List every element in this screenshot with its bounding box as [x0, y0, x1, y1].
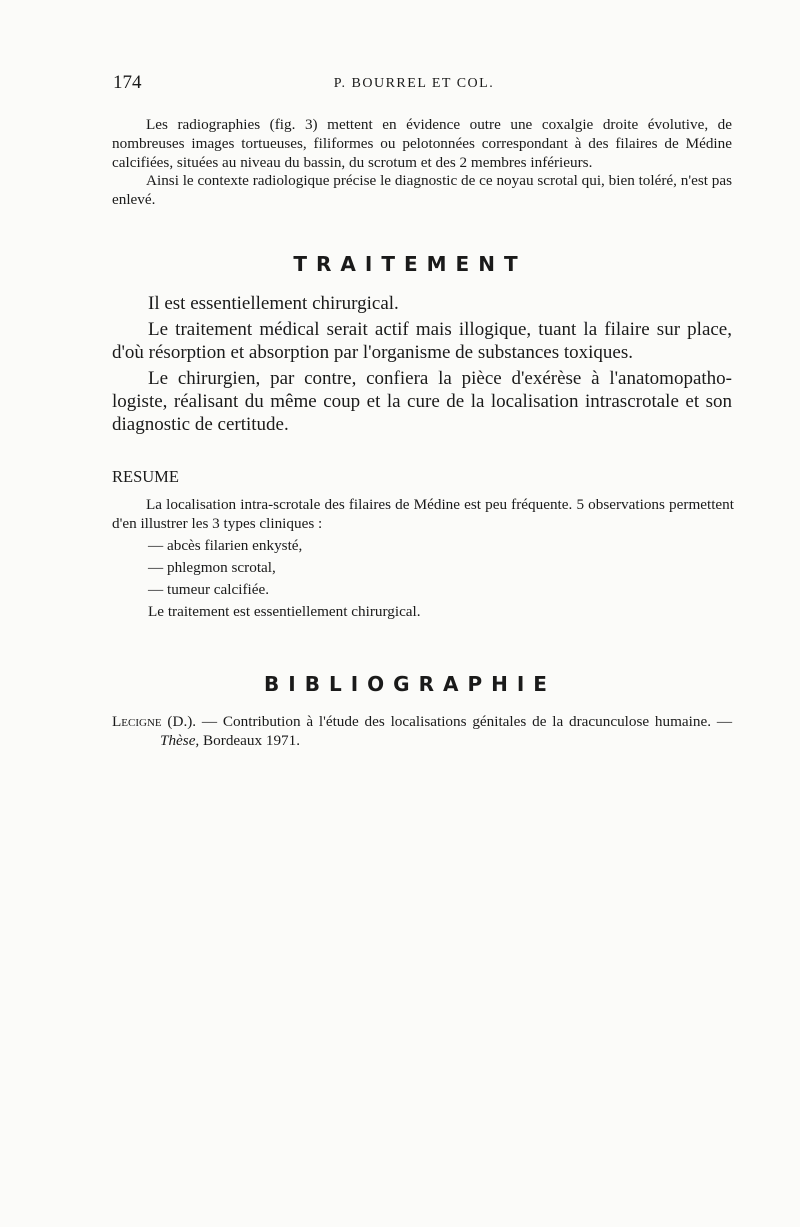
resume-body	[112, 495, 734, 621]
resume-conclusion: Le traitement est essentiellement chirurgical.	[148, 603, 421, 620]
resume-heading: RESUME	[112, 467, 179, 486]
intro-text-2: Ainsi le contexte radiologique précise le diagnostic de ce noyau scrotal qui, bien toléré, n'est pas enlevé.	[112, 172, 733, 208]
traitement-paragraph: Le traitement médical serait actif mais illogique, tuant la filaire sur place, d'où résorption et absorption par l'organisme de substances toxiques.	[112, 319, 732, 363]
bibliography-work: Thèse,	[160, 732, 200, 749]
bibliography-place-year: Bordeaux 1971.	[203, 732, 301, 749]
section-title-bibliographie: BIBLIOGRAPHIE	[264, 672, 556, 696]
resume-list-item: — abcès filarien enkysté,	[148, 537, 303, 554]
section-title-traitement: TRAITEMENT	[293, 252, 527, 276]
bibliography-author: Lecigne	[112, 713, 162, 730]
traitement-paragraph: Le chirurgien, par contre, confiera la pièce d'exérèse à l'anatomopatho-logiste, réalisant du même coup et la cure de la localisation intrascrotale et son diagnostic de certitude.	[112, 368, 732, 435]
intro-paragraph-2	[112, 171, 732, 209]
resume-list-item: — phlegmon scrotal,	[148, 559, 276, 576]
traitement-paragraph: Il est essentiellement chirurgical.	[148, 293, 399, 314]
intro-text-1: Les radiographies (fig. 3) mettent en évidence outre une coxalgie droite évolutive, de nombreuses images tortueuses, filiformes ou pelotonnées correspondant à des filaires de Médine calcifiées, situées au niveau du bassin, du scrotum et des 2 membres inférieurs.	[112, 116, 732, 171]
intro-paragraph-1	[112, 115, 732, 172]
running-head: P. BOURREL ET COL.	[333, 76, 495, 91]
bibliography-text: — Contribution à l'étude des localisations génitales de la dracunculose humaine. —	[201, 713, 733, 730]
bibliography-entry	[112, 712, 732, 750]
resume-list-item: — tumeur calcifiée.	[148, 581, 270, 598]
resume-intro: La localisation intra-scrotale des filaires de Médine est peu fréquente. 5 observations permettent d'en illustrer les 3 types cliniques :	[112, 496, 734, 532]
page-number: 174	[113, 72, 142, 93]
bibliography-initials: (D.).	[167, 713, 197, 730]
traitement-body	[112, 292, 732, 439]
bibliography-list	[112, 712, 732, 750]
